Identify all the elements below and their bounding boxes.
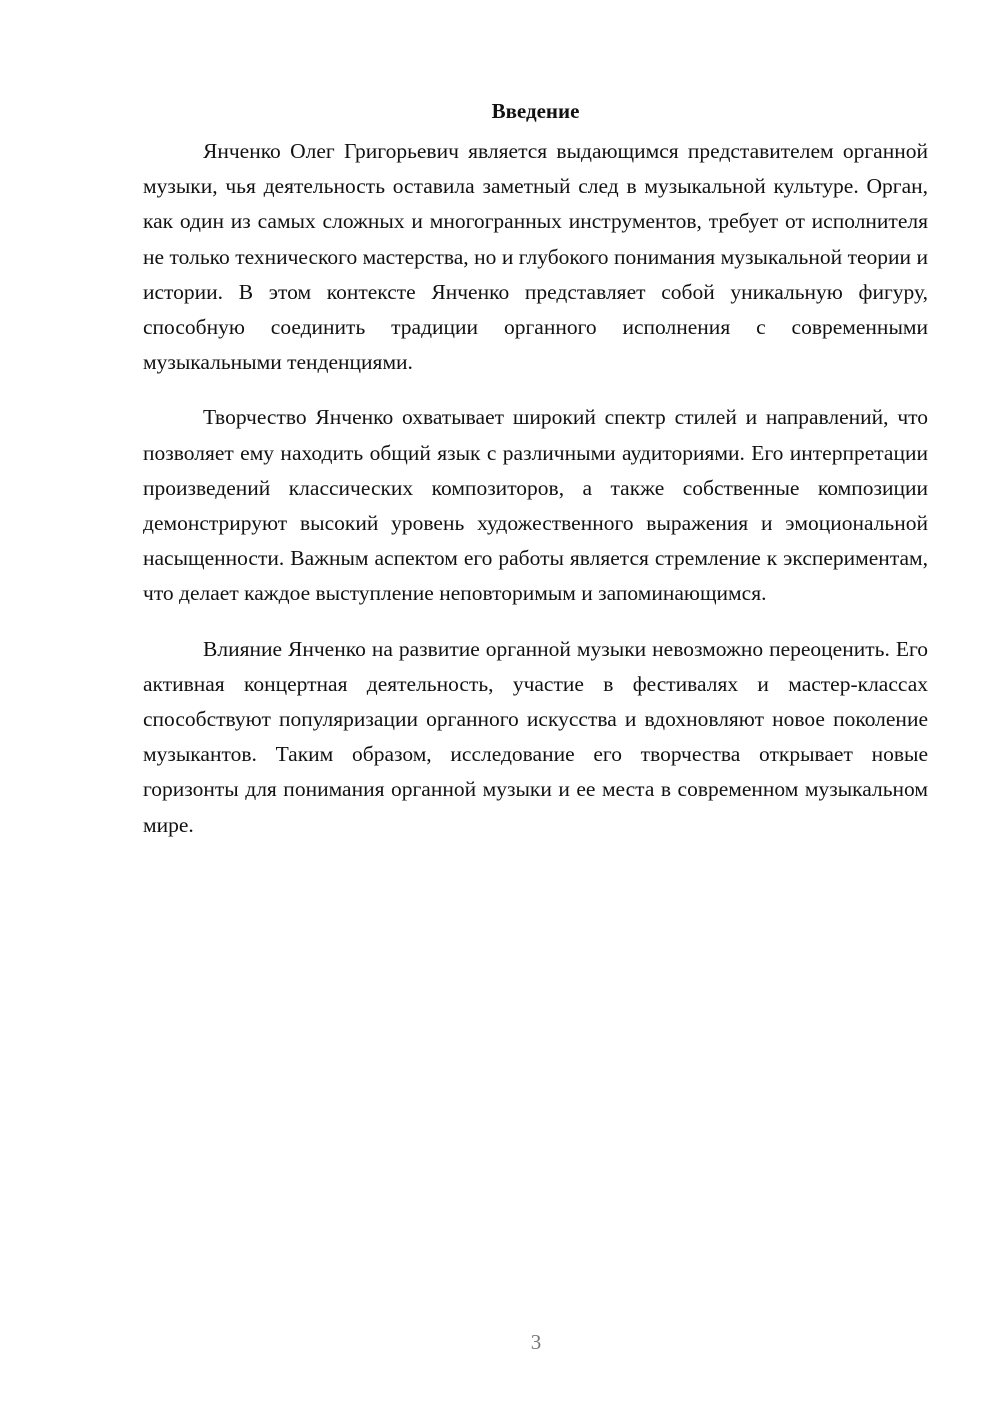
paragraph-1: Янченко Олег Григорьевич является выдающимся представителем органной музыки, чья деятельность оставила заметный след в музыкальной культуре. Орган, как один из самых сложных и многогранных инструментов, требует от исполнителя не только технического мастерства, но и глубокого понимания музыкальной теории и истории. В этом контексте Янченко представляет собой уникальную фигуру, способную соединить традиции органного исполнения с современными музыкальными тенденциями. — [143, 139, 928, 375]
page-number: 3 — [530, 1330, 542, 1354]
paragraph-2: Творчество Янченко охватывает широкий спектр стилей и направлений, что позволяет ему находить общий язык с различными аудиториями. Его интерпретации произведений классических композиторов, а также собственные композиции демонстрируют высокий уровень художественного выражения и эмоциональной насыщенности. Важным аспектом его работы является стремление к экспериментам, что делает каждое выступление неповторимым и запоминающимся. — [143, 405, 928, 606]
paragraph-3: Влияние Янченко на развитие органной музыки невозможно переоценить. Его активная концертная деятельность, участие в фестивалях и мастер-классах способствуют популяризации органного искусства и вдохновляют новое поколение музыкантов. Таким образом, исследование его творчества открывает новые горизонты для понимания органной музыки и ее места в современном музыкальном мире. — [143, 636, 928, 837]
section-title: Введение — [491, 99, 580, 123]
